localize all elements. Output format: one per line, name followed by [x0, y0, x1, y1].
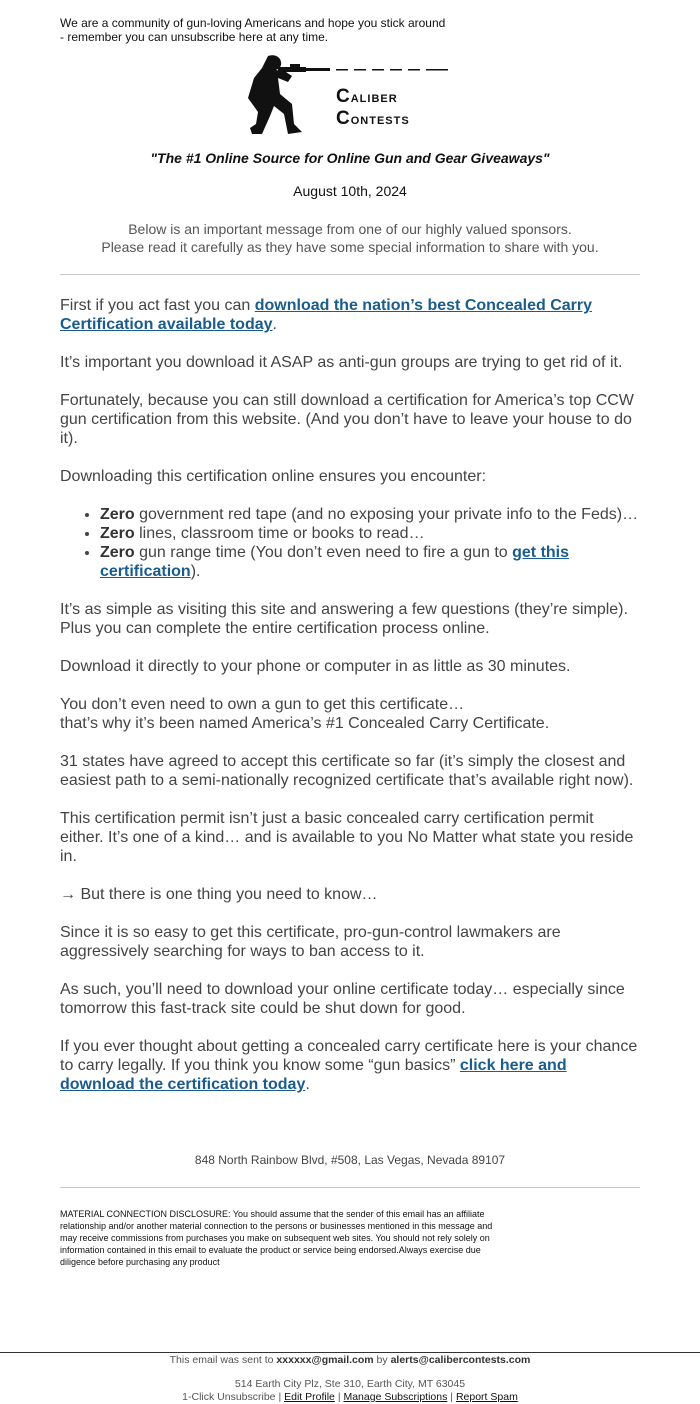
bullet-bold: Zero — [100, 506, 135, 523]
footer-divider — [0, 1352, 700, 1353]
paragraph-1 — [60, 296, 640, 334]
email-footer — [0, 1354, 700, 1404]
sponsor-line-1: Below is an important message from one of our highly valued sponsors. — [128, 221, 572, 237]
logo-word-caliber-text: aliber — [350, 89, 398, 106]
paragraph-13-text: If you ever thought about getting a concealed carry certificate here is your chance to carry legally. If you think you know some “gun basics” — [60, 1038, 638, 1074]
separator: | — [450, 1391, 454, 1403]
sender-email: alerts@calibercontests.com — [390, 1354, 531, 1366]
separator: | — [337, 1391, 341, 1403]
caliber-contests-logo[interactable] — [248, 54, 453, 138]
paragraph-12: As such, you’ll need to download your online certificate today… especially since tomorrow this fast-track site could be shut down for good. — [60, 981, 625, 1017]
paragraph-13 — [60, 1037, 640, 1094]
bullet-end: ). — [190, 563, 201, 580]
divider-top — [60, 274, 640, 275]
paragraph-9: This certification permit isn’t just a basic concealed carry certification permit either. It’s one of a kind… and is available to you No Matter what state you reside in. — [60, 810, 634, 865]
bullet-bold: Zero — [100, 544, 135, 561]
paragraph-11: Since it is so easy to get this certificate, pro-gun-control lawmakers are aggressively searching for ways to ban access to it. — [60, 924, 561, 960]
separator: | — [278, 1391, 282, 1403]
paragraph-13-end: . — [305, 1076, 310, 1093]
sponsor-notice — [0, 220, 700, 256]
logo-word-contests-text: ontests — [350, 111, 410, 128]
preheader-line-1: We are a community of gun-loving Americans and hope you stick around — [60, 16, 446, 30]
bullet-text: gun range time (You don’t even need to fire a gun to — [134, 544, 513, 561]
paragraph-7-line-1: You don’t even need to own a gun to get this certificate… — [60, 696, 465, 713]
sent-to-line — [0, 1354, 700, 1367]
list-item — [100, 505, 640, 524]
paragraph-2: It’s important you download it ASAP as anti-gun groups are trying to get rid of it. — [60, 354, 623, 371]
benefits-list — [60, 505, 640, 581]
email-date: August 10th, 2024 — [293, 183, 407, 199]
bullet-bold: Zero — [100, 525, 135, 542]
paragraph-8: 31 states have agreed to accept this certificate so far (it’s simply the closest and easiest path to a semi-nationally recognized certificate that’s available right now). — [60, 753, 634, 789]
logo-word-caliber: Caliber — [336, 86, 398, 107]
paragraph-7 — [60, 695, 640, 733]
paragraph-4: Downloading this certification online ensures you encounter: — [60, 468, 487, 485]
paragraph-1-text: First if you act fast you can — [60, 297, 255, 314]
list-item — [100, 524, 640, 543]
divider-bottom — [60, 1187, 640, 1188]
logo-word-contests: Contests — [336, 108, 410, 129]
get-certification-link[interactable]: get this certification — [100, 544, 570, 580]
message-body — [60, 296, 640, 1113]
paragraph-7-line-2: that’s why it’s been named America’s #1 Concealed Carry Certificate. — [60, 715, 550, 732]
paragraph-1-end: . — [272, 316, 277, 333]
preheader-line-2: - remember you can unsubscribe here at any time. — [60, 30, 329, 44]
footer-links — [0, 1391, 700, 1404]
click-here-download-link[interactable]: click here and download the certification today — [60, 1057, 567, 1093]
manage-subscriptions-link[interactable]: Manage Subscriptions — [343, 1391, 448, 1403]
paragraph-10: → But there is one thing you need to know… — [60, 886, 378, 903]
download-certification-link[interactable]: download the nation’s best Concealed Carry Certification available today — [60, 297, 592, 333]
report-spam-link[interactable]: Report Spam — [455, 1391, 518, 1403]
sponsor-line-2: Please read it carefully as they have some special information to share with you. — [101, 239, 599, 255]
list-item — [100, 543, 640, 581]
sent-by-text: by — [373, 1354, 391, 1366]
footer-address: 514 Earth City Plz, Ste 310, Earth City, MT 63045 — [234, 1378, 466, 1390]
bullet-text: lines, classroom time or books to read… — [134, 525, 425, 542]
paragraph-6: Download it directly to your phone or computer in as little as 30 minutes. — [60, 658, 571, 675]
paragraph-3: Fortunately, because you can still download a certification for America’s top CCW gun certification from this website. (And you don’t have to leave your house to do it). — [60, 392, 634, 447]
sponsor-address: 848 North Rainbow Blvd, #508, Las Vegas, Nevada 89107 — [194, 1153, 506, 1167]
bullet-text: government red tape (and no exposing your private info to the Feds)… — [134, 506, 639, 523]
one-click-unsubscribe-link[interactable]: 1-Click Unsubscribe — [182, 1391, 276, 1403]
sent-to-prefix: This email was sent to — [169, 1354, 277, 1366]
material-connection-disclosure: MATERIAL CONNECTION DISCLOSURE: You should assume that the sender of this email has an affiliate relationship and/or another material connection to the persons or businesses mentioned in this message and may receive commissions from purchases you make on subsequent web sites. You should not rely solely on information contained in this email to evaluate the product or service being endorsed.Always exercise due diligence before purchasing any product — [60, 1209, 493, 1267]
recipient-email: xxxxxx@gmail.com — [276, 1354, 374, 1366]
preheader — [60, 16, 640, 44]
edit-profile-link[interactable]: Edit Profile — [284, 1391, 335, 1403]
tagline: "The #1 Online Source for Online Gun and Gear Giveaways" — [150, 150, 550, 166]
paragraph-5: It’s as simple as visiting this site and answering a few questions (they’re simple). Plus you can complete the entire certification process online. — [60, 601, 628, 637]
